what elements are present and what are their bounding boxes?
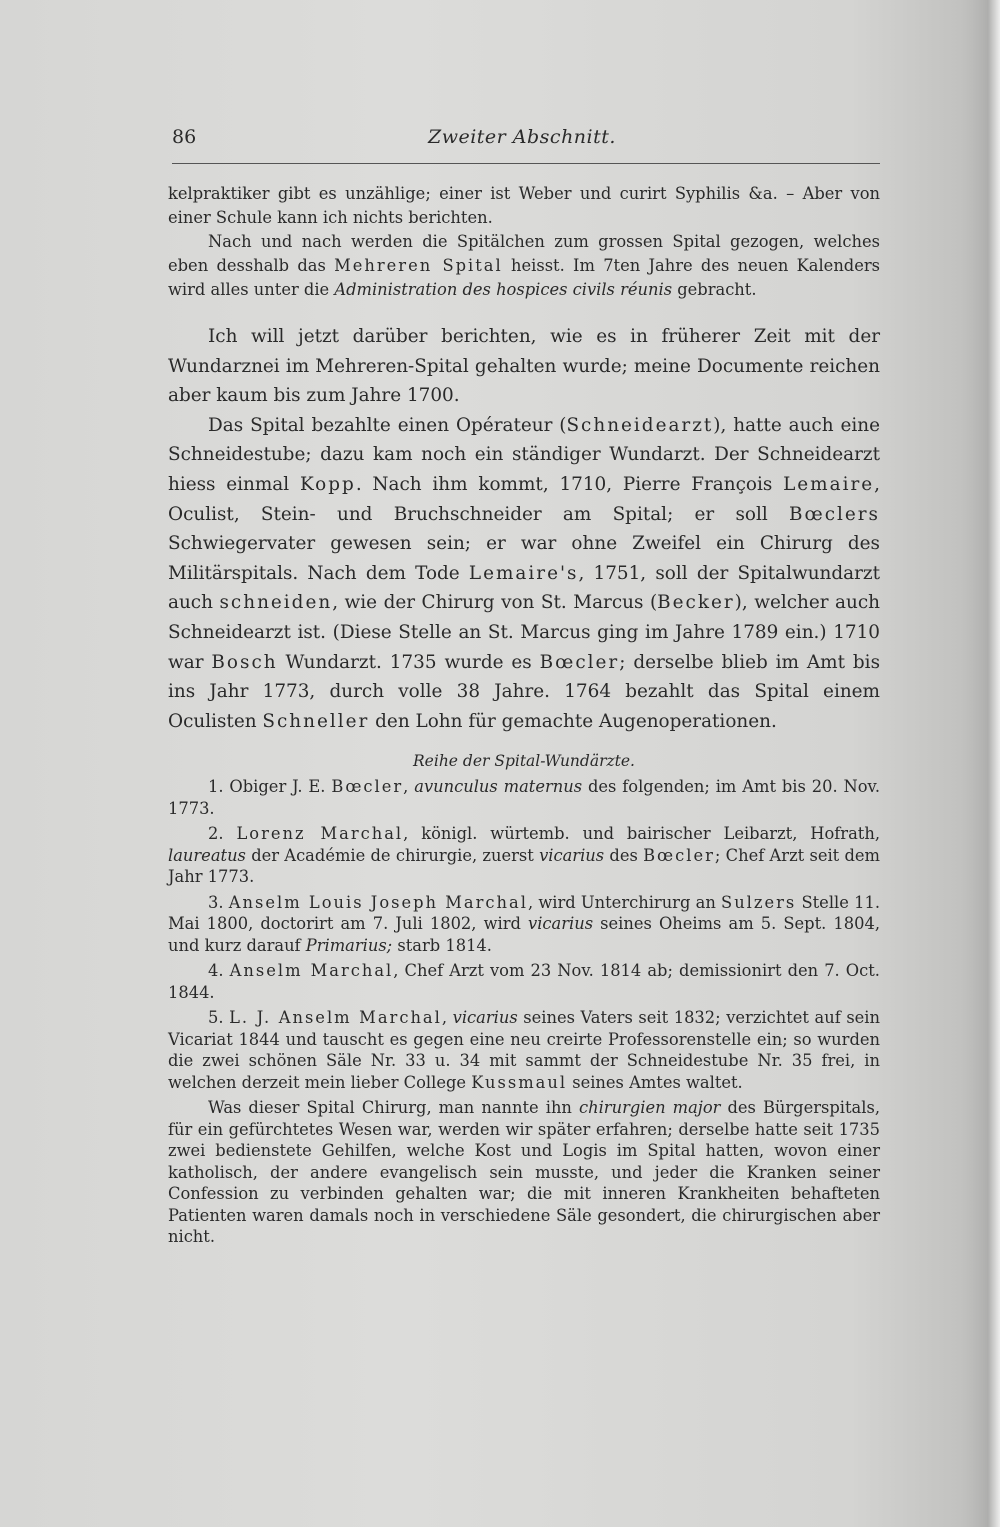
text-run: , wie der Chirurg von St. Marcus ( [332, 592, 658, 614]
text-run: Wundarzt. 1735 wurde es [277, 651, 540, 673]
spaced-name: Lemaire [783, 473, 875, 495]
italic-text: vicarius [452, 1008, 518, 1028]
spaced-name: L. J. Anselm Marchal [229, 1008, 442, 1028]
italic-text: vicarius [539, 845, 605, 865]
text-run: Was dieser Spital Chirurg, man nannte ihn [208, 1098, 579, 1118]
text-run: seines Oheims am 5. Sept. 1804, und kurz darauf [168, 914, 880, 955]
text-run: ), hatte auch eine Schneidestube; dazu kam noch ein ständiger Wundarzt. Der Schneidearzt hiess einmal [168, 414, 880, 495]
italic-text: Primarius; [305, 935, 393, 955]
spaced-name: Anselm Marchal [229, 961, 394, 981]
wundaerzte-list [168, 776, 880, 1248]
spaced-name: Schneidearzt [566, 414, 714, 436]
spaced-name: Lemaire's [468, 562, 579, 584]
text-run: des [604, 845, 644, 865]
text-run: , 1751, soll der Spitalwundarzt auch [168, 562, 880, 614]
text-run: 3. [208, 892, 229, 912]
page-number: 86 [172, 126, 197, 148]
italic-text: avunculus maternus [414, 777, 583, 797]
list-heading: Reihe der Spital-Wundärzte. [413, 752, 635, 771]
text-run: Ich will jetzt darüber berichten, wie es in früherer Zeit mit der Wundarznei im Mehreren-Spital gehalten wurde; meine Documente reichen aber kaum bis zum Jahre 1700. [168, 326, 880, 407]
text-run: des folgenden; im Amt bis 20. Nov. 1773. [168, 777, 880, 818]
spaced-name: Bœcler [643, 845, 715, 865]
spaced-name: Anselm Louis Joseph Marchal [228, 892, 528, 912]
spaced-name: Bosch [211, 651, 278, 673]
text-run: 5. [208, 1008, 230, 1028]
text-run: 4. [208, 961, 230, 981]
text-run: heisst. Im 7ten Jahre des neuen Kalenders wird alles unter die [168, 256, 880, 299]
list-item [168, 960, 880, 1003]
spaced-name: Kopp [299, 473, 356, 495]
list-item [168, 823, 880, 888]
spaced-name: Mehreren Spital [334, 256, 503, 275]
text-run: , wird Unterchirurg an [527, 892, 722, 912]
text-run: des Bürgerspitals, für ein gefürchtetes Wesen war, werden wir später erfahren; derselbe hatte seit 1735 zwei bedienstete Gehilfen, welche Kost und Logis im Spital hatten, wovon einer katholisch, der andere evangelisch sein musste, und jeder die Kranken seiner Confession zu verbinden gehalten war; die mit inneren Krankheiten behafteten Patienten waren damals noch in verschiedene Säle gesondert, die chirurgischen aber nicht. [168, 1098, 880, 1247]
text-run: kelpraktiker gibt es unzählige; einer ist Weber und curirt Syphilis &a. – Aber von einer Schule kann ich nichts berichten. [168, 184, 880, 227]
spaced-name: Lorenz Marchal [236, 824, 404, 844]
header-rule [172, 163, 880, 164]
spaced-name: Becker [657, 592, 735, 614]
running-head: Zweiter Abschnitt. [428, 126, 616, 148]
top-section [168, 182, 880, 302]
paragraph [168, 230, 880, 302]
text-run: starb 1814. [392, 935, 492, 955]
spaced-name: Bœclers [789, 503, 880, 525]
text-run: gebracht. [672, 280, 757, 299]
text-run: ; derselbe blieb im Amt bis ins Jahr 1773, durch volle 38 Jahre. 1764 bezahlt das Spital einem Oculisten [168, 651, 881, 732]
spaced-name: Schneller [262, 710, 370, 732]
spaced-name: Kussmaul [471, 1072, 568, 1092]
text-run: ), welcher auch Schneidearzt ist. (Diese Stelle an St. Marcus ging im Jahre 1789 ein.) 1710 war [168, 592, 880, 673]
paragraph [168, 411, 880, 737]
spaced-name: schneiden [219, 592, 333, 614]
text-run: Stelle 11. Mai 1800, doctorirt am 7. Juli 1802, wird [168, 892, 880, 934]
page-header [172, 126, 882, 156]
text-run: 1. Obiger J. E. [208, 777, 332, 797]
text-run: seines Vaters seit 1832; verzichtet auf sein Vicariat 1844 und tauscht es gegen eine neu creirte Professorenstelle ein; so wurden die zwei schönen Säle Nr. 33 u. 34 mit sammt der Schneidestube Nr. 35 frei, in welchen derzeit mein lieber College [168, 1008, 880, 1092]
text-run: , Oculist, Stein- und Bruchschneider am Spital; er soll [168, 473, 880, 525]
text-run: Das Spital bezahlte einen Opérateur ( [208, 414, 567, 436]
text-run: Nach und nach werden die Spitälchen zum grossen Spital gezogen, welches eben desshalb das [168, 232, 880, 275]
text-run: , [441, 1008, 453, 1028]
italic-text: laureatus [168, 845, 246, 865]
italic-text: Administration des hospices civils réunis [334, 280, 673, 299]
italic-text: vicarius [528, 914, 594, 934]
text-run: , königl. würtemb. und bairischer Leibarzt, Hofrath, [403, 824, 881, 844]
text-run: den Lohn für gemachte Augenoperationen. [369, 710, 777, 732]
list-item [168, 1097, 880, 1248]
list-item [168, 892, 880, 957]
spaced-name: Bœcler [539, 651, 620, 673]
text-run: , Chef Arzt vom 23 Nov. 1814 ab; demissionirt den 7. Oct. 1844. [168, 961, 880, 1002]
text-run: 2. [208, 824, 237, 844]
italic-text: chirurgien major [578, 1098, 721, 1118]
list-item [168, 776, 880, 819]
spaced-name: Sulzers [721, 892, 797, 912]
paragraph [168, 182, 880, 230]
text-run: , [403, 777, 415, 797]
body-text [168, 182, 880, 1252]
text-run: ; Chef Arzt seit dem Jahr 1773. [168, 845, 880, 887]
text-run: der Académie de chirurgie, zuerst [245, 845, 540, 865]
text-run: Schwiegervater gewesen sein; er war ohne Zweifel ein Chirurg des Militärspitals. Nach dem Tode [168, 533, 880, 584]
spaced-name: Bœcler [331, 777, 404, 797]
page-binding-shadow [960, 0, 1000, 1527]
text-run: . Nach ihm kommt, 1710, Pierre François [355, 473, 784, 495]
paragraph [168, 322, 880, 411]
main-section [168, 322, 880, 736]
text-run: seines Amtes waltet. [567, 1072, 743, 1092]
list-item [168, 1007, 880, 1093]
